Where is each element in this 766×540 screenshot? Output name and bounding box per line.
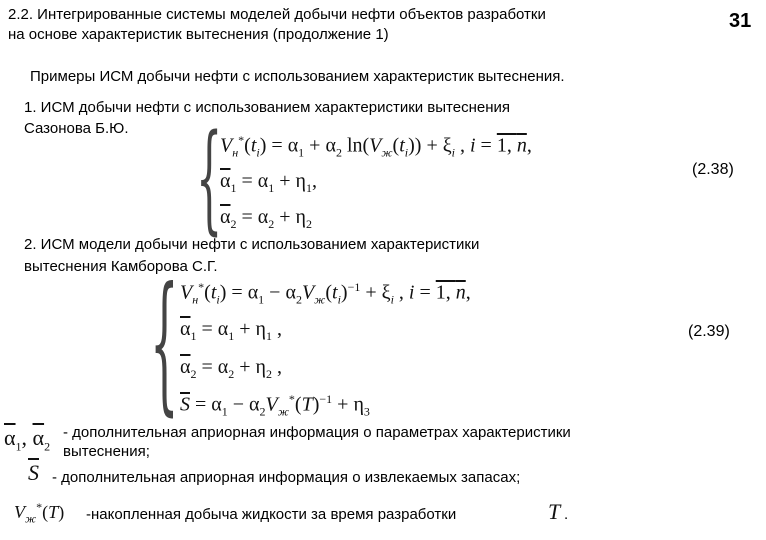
equation-2-39-row1: $V_н^*(t_i) = \alpha_1 - \alpha_2V_ж(t_i)^{-1} + \xi_i$ , i = 1, n, (180, 280, 471, 307)
equation-system-brace-1: { (196, 108, 223, 246)
note1-line2: вытеснения; (63, 443, 150, 460)
s-symbol: $\overline{S}$ (28, 460, 39, 485)
equation-2-38-row3: $\overline{\alpha}_2 = \alpha_2 + \eta_2$ (220, 206, 312, 231)
section2-heading-line1: 2. ИСМ модели добычи нефти с использованием характеристики (24, 236, 480, 253)
page-title-line1: 2.2. Интегрированные системы моделей добычи нефти объектов разработки (8, 6, 546, 23)
section2-heading-line2: вытеснения Камборова С.Г. (24, 258, 218, 275)
equation-number-2-39: (2.39) (688, 323, 730, 340)
equation-number-2-38: (2.38) (692, 161, 734, 178)
page-number: 31 (729, 10, 752, 32)
note3-end: . (564, 506, 569, 523)
v-zh-symbol: $V_ж^*(T)$ (14, 500, 65, 526)
t-symbol: T (548, 499, 561, 524)
note1-line1: - дополнительная априорная информация о параметрах характеристики (63, 424, 571, 441)
equation-2-38-row2: $\overline{\alpha}_1 = \alpha_1 + \eta_1$, (220, 170, 317, 195)
alpha-symbols: $\overline{\alpha}_1$, $\overline{\alpha}_2$ (4, 425, 51, 454)
equation-2-39-row2: $\overline{\alpha}_1 = \alpha_1 + \eta_1$ , (180, 318, 282, 343)
page-title-line2: на основе характеристик вытеснения (продолжение 1) (8, 26, 389, 43)
section1-heading-line1: 1. ИСМ добычи нефти с использованием характеристики вытеснения (24, 99, 511, 116)
note2: - дополнительная априорная информация о извлекаемых запасах; (52, 469, 521, 486)
equation-2-39-row4: $\overline{S} = \alpha_1 - \alpha_2V_ж^*(T)^{-1} + \eta_3$ (180, 392, 370, 419)
intro-text: Примеры ИСМ добычи нефти с использованием характеристик вытеснения. (30, 68, 565, 85)
equation-2-38-row1: $V_н^*(t_i) = \alpha_1 + \alpha_2$ $\ln(V_ж(t_i)) + \xi_i$ , i = 1, n, (220, 133, 532, 160)
equation-system-brace-2: { (150, 256, 179, 430)
section1-heading-line2: Сазонова Б.Ю. (24, 120, 129, 137)
note3: -накопленная добыча жидкости за время разработки (86, 506, 457, 523)
equation-2-39-row3: $\overline{\alpha}_2 = \alpha_2 + \eta_2$ , (180, 356, 282, 381)
